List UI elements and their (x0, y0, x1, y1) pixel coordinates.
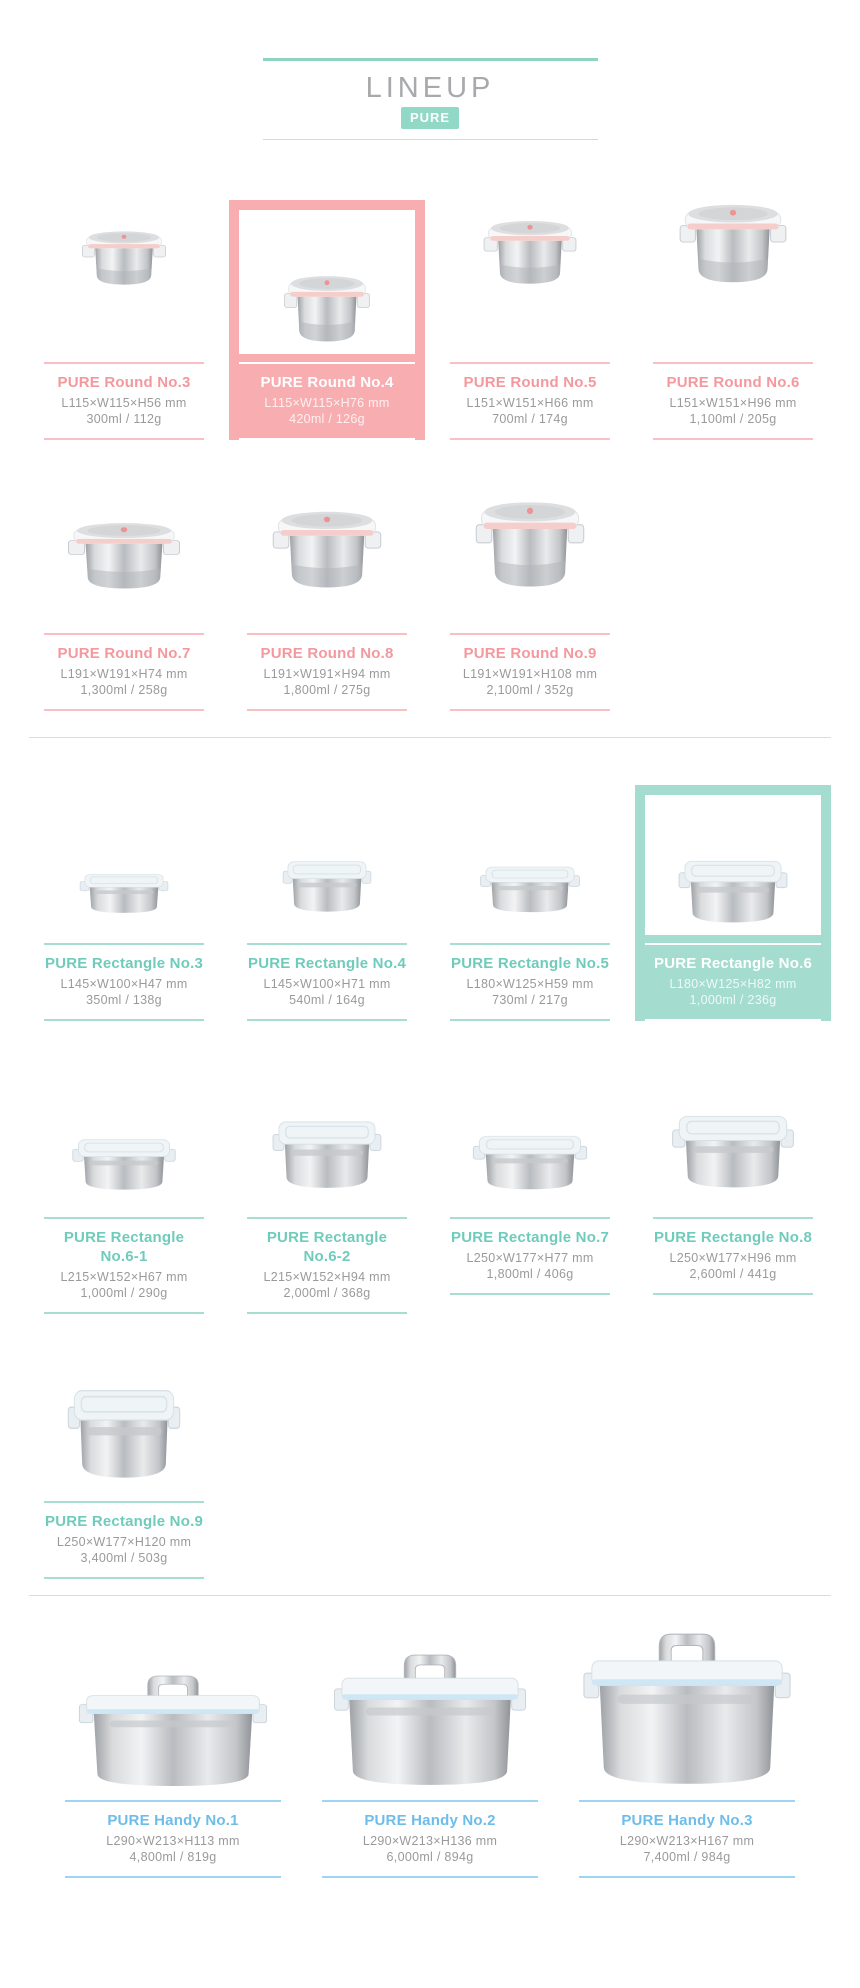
product-image-area (61, 1596, 285, 1800)
product-dimensions: L191×W191×H74 mm (60, 667, 188, 681)
product-volume-weight: 700ml / 174g (492, 412, 568, 426)
page-title: LINEUP (365, 72, 495, 104)
card-pure-rectangle-no6-1 (26, 1079, 222, 1314)
rect-container-icon (667, 1107, 799, 1195)
product-info (322, 1800, 538, 1878)
product-dimensions: L115×W115×H76 mm (264, 396, 390, 410)
rectangle-row-2 (26, 1079, 834, 1314)
product-volume-weight: 2,100ml / 352g (486, 683, 574, 697)
round-container-icon (76, 228, 172, 290)
product-image-area (229, 500, 425, 633)
product-image-area (229, 785, 425, 943)
product-dimensions: L115×W115×H56 mm (61, 396, 187, 410)
product-dimensions: L250×W177×H77 mm (466, 1251, 594, 1265)
product-info (653, 362, 813, 440)
product-volume-weight: 2,000ml / 368g (283, 1286, 371, 1300)
product-name: PURE Round No.6 (666, 374, 800, 391)
product-volume-weight: 350ml / 138g (86, 993, 162, 1007)
product-name: PURE Rectangle No.9 (44, 1513, 203, 1530)
card-pure-handy-no2 (318, 1596, 542, 1878)
product-dimensions: L290×W213×H167 mm (619, 1834, 755, 1848)
rect-container-icon (76, 869, 172, 917)
product-name: PURE Round No.3 (57, 374, 191, 391)
product-volume-weight: 1,000ml / 236g (689, 993, 777, 1007)
product-volume-weight: 1,800ml / 275g (283, 683, 371, 697)
product-info (247, 1217, 407, 1314)
card-pure-round-no8 (229, 500, 425, 711)
card-pure-round-no9 (432, 500, 628, 711)
product-dimensions: L151×W151×H96 mm (669, 396, 797, 410)
product-info (450, 633, 610, 711)
card-pure-round-no5 (432, 200, 628, 440)
handy-container-icon (74, 1670, 272, 1792)
product-dimensions: L290×W213×H113 mm (106, 1834, 240, 1848)
product-info (44, 1501, 204, 1579)
rect-container-icon (468, 1129, 592, 1195)
product-dimensions: L145×W100×H71 mm (263, 977, 391, 991)
product-info (44, 633, 204, 711)
product-info (44, 1217, 204, 1314)
pure-badge: PURE (401, 107, 459, 129)
product-name: PURE Rectangle No.6-1 (63, 1229, 185, 1265)
product-volume-weight: 1,000ml / 290g (80, 1286, 168, 1300)
card-pure-rectangle-no9 (26, 1370, 222, 1579)
card-pure-rectangle-no7 (432, 1079, 628, 1314)
product-volume-weight: 3,400ml / 503g (80, 1551, 168, 1565)
card-pure-rectangle-no3 (26, 785, 222, 1021)
product-info (247, 633, 407, 711)
product-name: PURE Rectangle No.3 (44, 955, 203, 972)
section-handy (0, 1596, 860, 1878)
product-image-area (26, 1370, 222, 1501)
product-image-area (635, 200, 831, 362)
round-row-1 (26, 200, 834, 440)
rectangle-row-3 (26, 1370, 834, 1579)
product-name: PURE Handy No.3 (621, 1812, 753, 1829)
product-info (450, 362, 610, 440)
product-image-area (635, 1079, 831, 1217)
product-dimensions: L191×W191×H94 mm (263, 667, 391, 681)
product-dimensions: L290×W213×H136 mm (362, 1834, 498, 1848)
rectangle-row-1 (26, 785, 834, 1021)
product-image-area (26, 200, 222, 362)
product-volume-weight: 730ml / 217g (492, 993, 568, 1007)
product-info (65, 1800, 281, 1878)
rect-container-icon (68, 1133, 180, 1195)
round-container-icon (477, 217, 583, 290)
card-pure-round-no7 (26, 500, 222, 711)
round-container-icon (60, 519, 188, 595)
section-rectangle (0, 785, 860, 1579)
product-dimensions: L145×W100×H47 mm (60, 977, 188, 991)
product-volume-weight: 6,000ml / 894g (386, 1850, 474, 1864)
product-name: PURE Rectangle No.7 (450, 1229, 609, 1246)
product-name: PURE Handy No.1 (107, 1812, 239, 1829)
product-info (579, 1800, 795, 1878)
product-name: PURE Rectangle No.6 (653, 955, 812, 972)
rect-container-icon (674, 853, 792, 929)
card-pure-handy-no1 (61, 1596, 285, 1878)
product-info (44, 943, 204, 1021)
product-volume-weight: 540ml / 164g (289, 993, 365, 1007)
card-pure-rectangle-no6-highlighted (635, 785, 831, 1021)
product-image-area (229, 1079, 425, 1217)
product-name: PURE Rectangle No.8 (653, 1229, 812, 1246)
round-row-2 (26, 500, 834, 711)
product-dimensions: L215×W152×H94 mm (263, 1270, 391, 1284)
product-image-area (318, 1596, 542, 1800)
product-name: PURE Rectangle No.4 (247, 955, 406, 972)
rect-container-icon (279, 855, 375, 917)
product-volume-weight: 2,600ml / 441g (689, 1267, 777, 1281)
product-image-area (432, 500, 628, 633)
card-pure-round-no4-highlighted (229, 200, 425, 440)
product-volume-weight: 4,800ml / 819g (129, 1850, 217, 1864)
card-pure-rectangle-no4 (229, 785, 425, 1021)
product-image-area (432, 785, 628, 943)
product-dimensions: L180×W125×H59 mm (466, 977, 594, 991)
product-info (44, 362, 204, 440)
product-volume-weight: 420ml / 126g (289, 412, 365, 426)
rect-container-icon (63, 1379, 185, 1487)
product-volume-weight: 300ml / 112g (86, 412, 162, 426)
product-dimensions: L250×W177×H120 mm (56, 1535, 192, 1549)
product-name: PURE Rectangle No.5 (450, 955, 609, 972)
handy-container-icon (578, 1626, 796, 1792)
card-pure-round-no6 (635, 200, 831, 440)
product-image-area (26, 500, 222, 633)
product-dimensions: L250×W177×H96 mm (669, 1251, 797, 1265)
rect-container-icon (476, 861, 584, 917)
header-top-line (263, 58, 598, 61)
product-name: PURE Round No.7 (57, 645, 191, 662)
product-volume-weight: 1,800ml / 406g (486, 1267, 574, 1281)
product-name: PURE Round No.4 (260, 374, 394, 391)
product-image-area (239, 210, 415, 354)
section-divider (29, 737, 831, 738)
product-image-area (432, 1079, 628, 1217)
product-info (653, 1217, 813, 1295)
round-container-icon (468, 497, 592, 595)
page-header (0, 0, 860, 140)
round-container-icon (265, 507, 389, 595)
handy-container-icon (329, 1648, 531, 1792)
product-dimensions: L215×W152×H67 mm (60, 1270, 188, 1284)
card-pure-rectangle-no6-2 (229, 1079, 425, 1314)
card-pure-round-no3 (26, 200, 222, 440)
product-info (450, 1217, 610, 1295)
section-round (0, 200, 860, 711)
product-name: PURE Rectangle No.6-2 (266, 1229, 388, 1265)
product-name: PURE Round No.8 (260, 645, 394, 662)
product-volume-weight: 7,400ml / 984g (643, 1850, 731, 1864)
product-info (645, 943, 821, 1021)
product-image-area (26, 785, 222, 943)
round-container-icon (278, 272, 376, 348)
product-name: PURE Handy No.2 (364, 1812, 496, 1829)
product-dimensions: L180×W125×H82 mm (669, 977, 797, 991)
card-pure-handy-no3 (575, 1596, 799, 1878)
product-volume-weight: 1,300ml / 258g (80, 683, 168, 697)
product-info (247, 943, 407, 1021)
card-pure-rectangle-no8 (635, 1079, 831, 1314)
rect-container-icon (268, 1113, 386, 1195)
handy-row (61, 1596, 799, 1878)
product-image-area (575, 1596, 799, 1800)
header-bottom-line (263, 139, 598, 140)
product-dimensions: L191×W191×H108 mm (462, 667, 598, 681)
product-image-area (645, 795, 821, 935)
product-dimensions: L151×W151×H66 mm (466, 396, 594, 410)
product-name: PURE Round No.5 (463, 374, 597, 391)
round-container-icon (672, 200, 794, 290)
product-info (450, 943, 610, 1021)
product-info (239, 362, 415, 440)
product-name: PURE Round No.9 (463, 645, 597, 662)
product-volume-weight: 1,100ml / 205g (689, 412, 777, 426)
product-image-area (26, 1079, 222, 1217)
card-pure-rectangle-no5 (432, 785, 628, 1021)
product-image-area (432, 200, 628, 362)
